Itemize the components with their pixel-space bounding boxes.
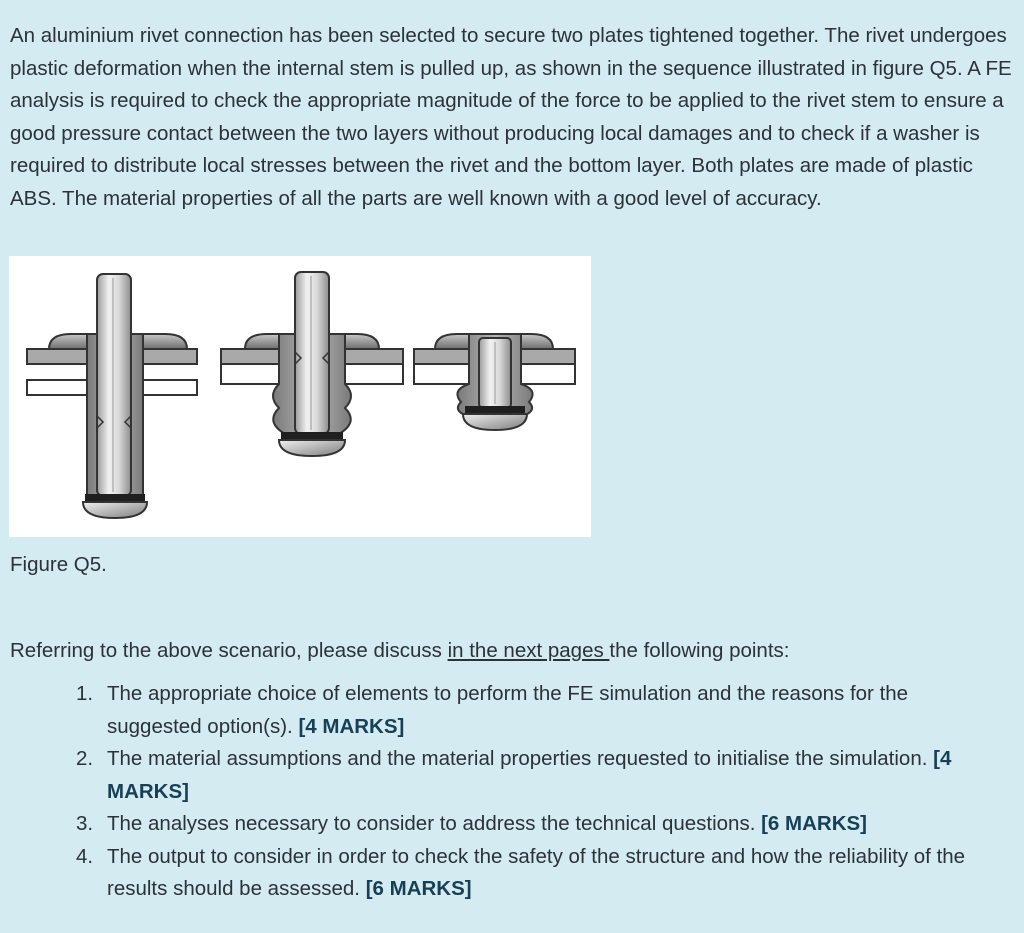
list-item [76,743,976,808]
marks-label: [4 MARKS] [298,714,405,738]
list-item-text: The analyses necessary to consider to address the technical questions. [107,812,762,835]
prompt-text-start: Referring to the above scenario, please discuss [10,639,448,662]
list-item-number: 4. [76,844,94,868]
figure-caption: Figure Q5. [10,553,107,576]
list-item-text: The appropriate choice of elements to perform the FE simulation and the reasons for the suggested option(s). [107,682,909,738]
list-item-text: The output to consider in order to check the safety of the structure and how the reliability of the results should be assessed. [107,844,966,900]
prompt-text-end: the following points: [609,639,790,662]
rivet-stage-2 [221,272,403,456]
rivet-sequence-figure [9,256,591,537]
list-item-number: 2. [76,747,94,770]
rivet-stage-1 [27,274,197,518]
marks-label: [4 MARKS] [107,747,952,803]
next-pages-link: in the next pages [447,639,610,662]
list-item-text: The material assumptions and the material properties requested to initialise the simulation. [107,747,934,770]
list-item [76,841,976,906]
marks-label: [6 MARKS] [365,877,472,900]
rivet-stage-3 [414,334,575,430]
list-item [76,808,976,841]
discussion-points-list [76,678,976,906]
discussion-prompt [10,635,789,667]
intro-paragraph: An aluminium rivet connection has been selected to secure two plates tightened together. The rivet undergoes plastic deformation when the internal stem is pulled up, as shown in the sequence illustrated in figure Q5. A FE analysis is required to check the appropriate magnitude of the force to be applied to the rivet stem to ensure a good pressure contact between the two layers without producing local damages and to check if a washer is required to distribute local stresses between the rivet and the bottom layer. Both plates are made of plastic ABS. The material properties of all the parts are well known with a good level of accuracy. [10,24,1012,210]
list-item [76,678,976,743]
marks-label: [6 MARKS] [761,812,868,835]
list-item-number: 3. [76,812,94,835]
list-item-number: 1. [76,682,94,705]
